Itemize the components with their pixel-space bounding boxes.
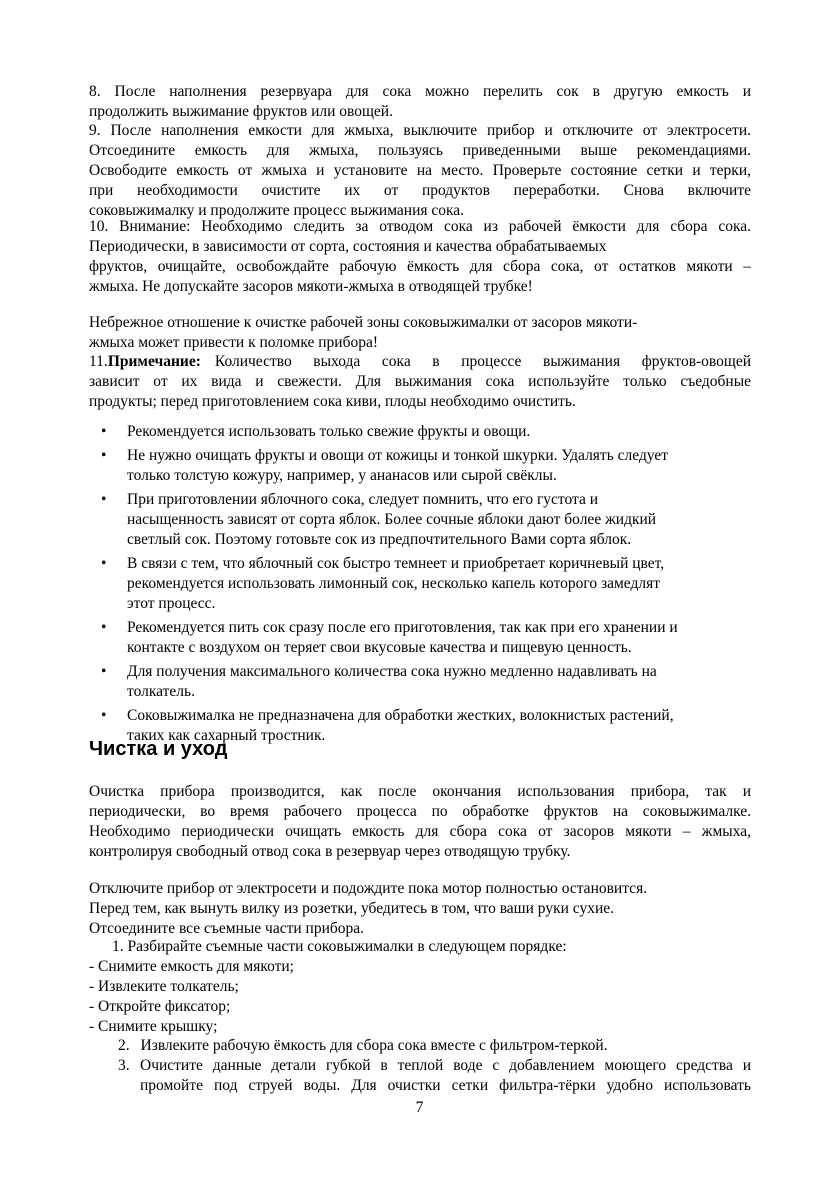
note-text: Количество выхода сока в процессе выжимания фруктов-овощей: [214, 353, 751, 370]
text-line: соковыжималку и продолжите процесс выжимания сока.: [89, 202, 465, 219]
section-heading: Чистка и уход: [89, 738, 228, 760]
text-line: продолжить выжимание фруктов или овощей.: [89, 103, 393, 120]
bullet-icon: •: [101, 707, 107, 724]
text-line: контролируя свободный отвод сока в резервуар через отводящую трубку.: [89, 843, 571, 860]
text-line: Очистите данные детали губкой в теплой воде с добавлением моющего средства и: [140, 1057, 751, 1074]
step-text: Извлеките рабочую ёмкость для сбора сока вместе с фильтром-теркой.: [140, 1037, 608, 1054]
list-item: • Рекомендуется использовать только свежие фрукты и овощи.: [101, 423, 531, 440]
list-item: - Снимите крышку;: [89, 1018, 218, 1035]
text-line: зависит от их вида и свежести. Для выжимания сока используйте только съедобные: [89, 373, 751, 390]
text-line: жмыха может привести к поломке прибора!: [89, 334, 379, 351]
disassembly-list: [89, 957, 751, 1037]
text-line: Освободите емкость от жмыха и установите на место. Проверьте состояние сетки и терки,: [89, 162, 751, 179]
list-item: - Извлеките толкатель;: [89, 978, 239, 995]
text-line: Отсоедините все съемные части прибора.: [89, 920, 365, 937]
text-line: 9. После наполнения емкости для жмыха, выключите прибор и отключите от электросети.: [89, 122, 751, 139]
text-line: Отключите прибор от электросети и подождите пока мотор полностью остановится.: [89, 880, 648, 897]
bullet-icon: •: [101, 423, 107, 440]
note-number: 11.: [89, 353, 108, 370]
note-line: [89, 352, 751, 372]
neglect-warning: [89, 313, 751, 353]
paragraph-10: [89, 217, 751, 297]
cleaning-paragraph: [89, 782, 751, 862]
list-item: • При приготовлении яблочного сока, следует помнить, что его густота и насыщенность зависят от сорта яблок. Более сочные яблоки дают более жидкий светлый сок. Поэтому готовьте сок из предпочтительного Вами сорта яблок.: [101, 491, 657, 548]
text-line: промойте под струей воды. Для очистки сетки фильтра-тёрки удобно использовать: [140, 1077, 751, 1094]
step-2: [118, 1036, 751, 1056]
paragraph-8: [89, 82, 751, 122]
text-line: Очистка прибора производится, как после окончания использования прибора, так и: [89, 783, 751, 800]
text-line: 8. После наполнения резервуара для сока можно перелить сок в другую емкость и: [89, 83, 751, 100]
recommendations-list: [89, 422, 751, 750]
step-number: 2.: [118, 1037, 130, 1054]
page-number: 7: [415, 1099, 424, 1116]
text-line: 10. Внимание: Необходимо следить за отводом сока из рабочей ёмкости для сбора сока.: [89, 218, 751, 235]
text-line: жмыха. Не допускайте засоров мякоти-жмыха в отводящей трубке!: [89, 278, 533, 295]
text-line: Перед тем, как вынуть вилку из розетки, убедитесь в том, что ваши руки сухие.: [89, 900, 615, 917]
bullet-icon: •: [101, 619, 107, 636]
list-item: - Снимите емкость для мякоти;: [89, 958, 294, 975]
bullet-icon: •: [101, 491, 107, 508]
list-item: • В связи с тем, что яблочный сок быстро темнеет и приобретает коричневый цвет, рекомендуется использовать лимонный сок, несколько капель которого замедлят этот процесс.: [101, 555, 665, 612]
list-item: • Не нужно очищать фрукты и овощи от кожицы и тонкой шкурки. Удалять следует только толстую кожуру, например, у ананасов или сырой свёклы.: [101, 447, 669, 484]
text-line: Отсоедините емкость для жмыха, пользуясь приведенными выше рекомендациями.: [89, 142, 751, 159]
text-line: периодически, во время рабочего процесса по обработке фруктов на соковыжималке.: [89, 803, 751, 820]
list-item: - Откройте фиксатор;: [89, 998, 231, 1015]
note-label: Примечание:: [107, 353, 201, 370]
list-item: • Рекомендуется пить сок сразу после его приготовления, так как при его хранении и контакте с воздухом он теряет свои вкусовые качества и пищевую ценность.: [101, 619, 678, 656]
text-line: Периодически, в зависимости от сорта, состояния и качества обрабатываемых: [89, 238, 607, 255]
bullet-icon: •: [101, 447, 107, 464]
text-line: при необходимости очистите их от продуктов переработки. Снова включите: [89, 182, 751, 199]
list-item: • Для получения максимального количества сока нужно медленно надавливать на толкатель.: [101, 663, 657, 700]
paragraph-11: [89, 352, 751, 412]
bullet-icon: •: [101, 555, 107, 572]
list-item: • Соковыжималка не предназначена для обработки жестких, волокнистых растений, таких как сахарный тростник.: [101, 707, 674, 744]
step-number: 3.: [118, 1057, 130, 1074]
text-line: Небрежное отношение к очистке рабочей зоны соковыжималки от засоров мякоти-: [89, 314, 638, 331]
paragraph-9: [89, 121, 751, 221]
unplug-instructions: [89, 879, 751, 939]
step-1: 1. Разбирайте съемные части соковыжималки в следующем порядке:: [112, 938, 567, 955]
text-line: Необходимо периодически очищать емкость для сбора сока от засоров мякоти – жмыха,: [89, 823, 751, 840]
text-line: продукты; перед приготовлением сока киви, плоды необходимо очистить.: [89, 393, 576, 410]
text-line: фруктов, очищайте, освобождайте рабочую ёмкость для сбора сока, от остатков мякоти –: [89, 258, 751, 275]
step-3: [118, 1056, 751, 1096]
bullet-icon: •: [101, 663, 107, 680]
